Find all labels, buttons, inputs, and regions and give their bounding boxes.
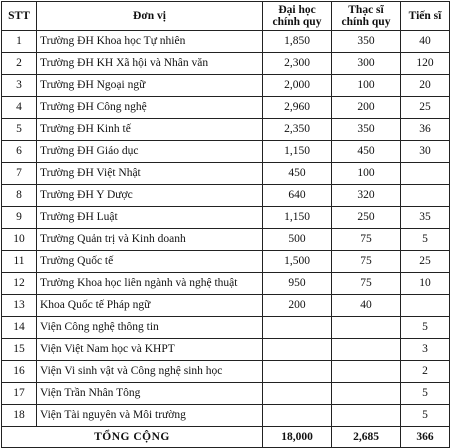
cell-masters: 200 <box>332 97 401 119</box>
cell-unit: Trường ĐH KH Xã hội và Nhân văn <box>37 53 263 75</box>
cell-masters <box>332 361 401 383</box>
cell-unit: Trường ĐH Luật <box>37 207 263 229</box>
cell-undergrad: 2,350 <box>263 119 332 141</box>
table-row <box>2 97 450 119</box>
cell-undergrad <box>263 317 332 339</box>
table-row <box>2 251 450 273</box>
cell-unit: Viện Tài nguyên và Môi trường <box>37 405 263 427</box>
cell-masters <box>332 405 401 427</box>
total-undergrad: 18,000 <box>263 427 332 448</box>
cell-masters: 350 <box>332 31 401 53</box>
cell-undergrad: 450 <box>263 163 332 185</box>
cell-stt: 14 <box>2 317 37 339</box>
cell-masters <box>332 317 401 339</box>
cell-stt: 17 <box>2 383 37 405</box>
cell-undergrad: 950 <box>263 273 332 295</box>
table-body <box>2 31 450 427</box>
cell-undergrad: 1,850 <box>263 31 332 53</box>
cell-masters: 40 <box>332 295 401 317</box>
cell-phd: 25 <box>401 251 450 273</box>
cell-unit: Viện Việt Nam học và KHPT <box>37 339 263 361</box>
cell-masters: 300 <box>332 53 401 75</box>
cell-stt: 13 <box>2 295 37 317</box>
table-row <box>2 383 450 405</box>
cell-undergrad <box>263 405 332 427</box>
header-undergrad: Đại học chính quy <box>263 2 332 31</box>
cell-unit: Khoa Quốc tế Pháp ngữ <box>37 295 263 317</box>
cell-phd: 5 <box>401 383 450 405</box>
cell-phd: 5 <box>401 405 450 427</box>
table-row <box>2 185 450 207</box>
cell-unit: Trường ĐH Kinh tế <box>37 119 263 141</box>
cell-stt: 1 <box>2 31 37 53</box>
total-row <box>2 427 450 448</box>
cell-phd: 10 <box>401 273 450 295</box>
cell-stt: 7 <box>2 163 37 185</box>
table-row <box>2 163 450 185</box>
cell-undergrad: 2,960 <box>263 97 332 119</box>
cell-phd: 5 <box>401 317 450 339</box>
cell-phd: 25 <box>401 97 450 119</box>
cell-masters: 75 <box>332 251 401 273</box>
cell-undergrad: 2,300 <box>263 53 332 75</box>
table-row <box>2 405 450 427</box>
header-unit: Đơn vị <box>37 2 263 31</box>
cell-phd: 5 <box>401 229 450 251</box>
cell-undergrad <box>263 383 332 405</box>
enrollment-table <box>1 1 450 448</box>
cell-stt: 15 <box>2 339 37 361</box>
cell-masters: 320 <box>332 185 401 207</box>
cell-unit: Viện Vi sinh vật và Công nghệ sinh học <box>37 361 263 383</box>
cell-undergrad: 2,000 <box>263 75 332 97</box>
cell-phd <box>401 295 450 317</box>
header-masters: Thạc sĩ chính quy <box>332 2 401 31</box>
cell-unit: Viện Trần Nhân Tông <box>37 383 263 405</box>
total-phd: 366 <box>401 427 450 448</box>
cell-stt: 9 <box>2 207 37 229</box>
cell-masters: 100 <box>332 75 401 97</box>
cell-unit: Trường Quốc tế <box>37 251 263 273</box>
header-stt: STT <box>2 2 37 31</box>
table-row <box>2 229 450 251</box>
cell-stt: 11 <box>2 251 37 273</box>
cell-undergrad: 200 <box>263 295 332 317</box>
cell-stt: 8 <box>2 185 37 207</box>
cell-unit: Trường ĐH Việt Nhật <box>37 163 263 185</box>
cell-phd: 30 <box>401 141 450 163</box>
cell-stt: 10 <box>2 229 37 251</box>
table-row <box>2 53 450 75</box>
cell-stt: 3 <box>2 75 37 97</box>
cell-unit: Trường ĐH Giáo dục <box>37 141 263 163</box>
cell-masters <box>332 383 401 405</box>
table-row <box>2 75 450 97</box>
table-row <box>2 339 450 361</box>
cell-undergrad: 640 <box>263 185 332 207</box>
cell-phd: 40 <box>401 31 450 53</box>
table-footer <box>2 427 450 448</box>
cell-undergrad: 1,150 <box>263 207 332 229</box>
cell-masters: 350 <box>332 119 401 141</box>
cell-undergrad: 500 <box>263 229 332 251</box>
cell-undergrad: 1,500 <box>263 251 332 273</box>
cell-unit: Trường ĐH Công nghệ <box>37 97 263 119</box>
header-row <box>2 2 450 31</box>
cell-stt: 4 <box>2 97 37 119</box>
cell-unit: Trường ĐH Ngoại ngữ <box>37 75 263 97</box>
table-header <box>2 2 450 31</box>
cell-phd <box>401 185 450 207</box>
cell-unit: Trường ĐH Khoa học Tự nhiên <box>37 31 263 53</box>
table-row <box>2 273 450 295</box>
table-row <box>2 317 450 339</box>
table-row <box>2 141 450 163</box>
cell-unit: Viện Công nghệ thông tin <box>37 317 263 339</box>
table-row <box>2 295 450 317</box>
cell-unit: Trường ĐH Y Dược <box>37 185 263 207</box>
table-row <box>2 207 450 229</box>
cell-phd: 3 <box>401 339 450 361</box>
cell-unit: Trường Khoa học liên ngành và nghệ thuật <box>37 273 263 295</box>
cell-stt: 2 <box>2 53 37 75</box>
cell-masters: 75 <box>332 273 401 295</box>
cell-undergrad <box>263 339 332 361</box>
cell-stt: 6 <box>2 141 37 163</box>
cell-phd: 35 <box>401 207 450 229</box>
total-masters: 2,685 <box>332 427 401 448</box>
cell-phd: 20 <box>401 75 450 97</box>
cell-unit: Trường Quản trị và Kinh doanh <box>37 229 263 251</box>
header-phd: Tiến sĩ <box>401 2 450 31</box>
cell-phd <box>401 163 450 185</box>
cell-phd: 120 <box>401 53 450 75</box>
total-label: TỔNG CỘNG <box>2 427 263 448</box>
cell-phd: 2 <box>401 361 450 383</box>
table-row <box>2 119 450 141</box>
cell-stt: 12 <box>2 273 37 295</box>
cell-phd: 36 <box>401 119 450 141</box>
table-row <box>2 361 450 383</box>
cell-stt: 16 <box>2 361 37 383</box>
cell-masters: 100 <box>332 163 401 185</box>
cell-stt: 5 <box>2 119 37 141</box>
cell-masters: 75 <box>332 229 401 251</box>
cell-stt: 18 <box>2 405 37 427</box>
cell-undergrad: 1,150 <box>263 141 332 163</box>
cell-masters: 250 <box>332 207 401 229</box>
cell-masters <box>332 339 401 361</box>
cell-undergrad <box>263 361 332 383</box>
table-row <box>2 31 450 53</box>
cell-masters: 450 <box>332 141 401 163</box>
